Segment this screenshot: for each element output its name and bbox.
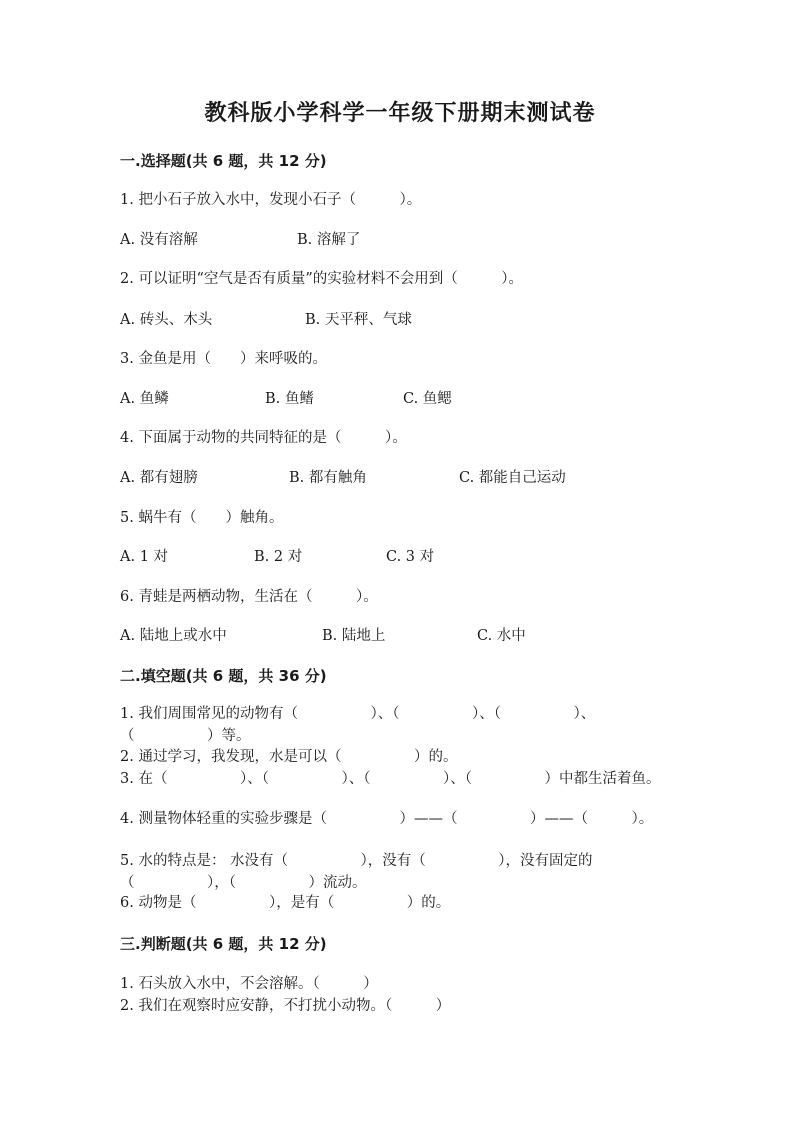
- option-a: A. 没有溶解: [120, 232, 198, 248]
- option-a: A. 鱼鳞: [120, 391, 169, 407]
- fill-item: 5. 水的特点是： 水没有（ ），没有（ ），没有固定的（ ），（ ）流动。: [120, 853, 593, 891]
- page-title: 教科版小学科学一年级下册期末测试卷: [204, 101, 596, 126]
- option-c: C. 鱼鳃: [403, 391, 452, 407]
- section-heading-choice: 一.选择题(共 6 题，共 12 分): [120, 152, 327, 170]
- question-stem: 5. 蜗牛有（ ）触角。: [120, 510, 284, 526]
- fill-item: 3. 在（ ）、（ ）、（ ）、（ ）中都生活着鱼。: [120, 771, 661, 787]
- fill-item: 1. 我们周围常见的动物有（ ）、（ ）、（ ）、（ ）等。: [120, 706, 596, 744]
- question-stem: 6. 青蛙是两栖动物，生活在（ ）。: [120, 589, 378, 605]
- fill-item: 4. 测量物体轻重的实验步骤是（ ）——（ ）——（ ）。: [120, 811, 654, 827]
- question-stem: 3. 金鱼是用（ ）来呼吸的。: [120, 351, 327, 367]
- option-a: A. 1 对: [120, 549, 169, 565]
- option-c: C. 都能自己运动: [459, 470, 566, 486]
- question-stem: 1. 把小石子放入水中，发现小石子（ ）。: [120, 192, 422, 208]
- option-b: B. 2 对: [254, 549, 303, 565]
- option-b: B. 都有触角: [289, 470, 367, 486]
- fill-item: 2. 通过学习，我发现，水是可以（ ）的。: [120, 749, 458, 765]
- option-b: B. 溶解了: [297, 232, 361, 248]
- question-stem: 2. 可以证明“空气是否有质量”的实验材料不会用到（ ）。: [120, 271, 524, 287]
- section-heading-judge: 三.判断题(共 6 题，共 12 分): [120, 935, 327, 953]
- option-a: A. 都有翅膀: [120, 470, 198, 486]
- judge-item: 1. 石头放入水中，不会溶解。（ ）: [120, 976, 378, 992]
- judge-item: 2. 我们在观察时应安静，不打扰小动物。（ ）: [120, 998, 451, 1014]
- section-heading-fill: 二.填空题(共 6 题，共 36 分): [120, 667, 327, 685]
- question-stem: 4. 下面属于动物的共同特征的是（ ）。: [120, 430, 407, 446]
- option-a: A. 砖头、木头: [120, 312, 213, 328]
- option-c: C. 3 对: [386, 549, 435, 565]
- option-b: B. 陆地上: [322, 628, 386, 644]
- option-c: C. 水中: [477, 628, 526, 644]
- option-b: B. 天平秤、气球: [305, 312, 412, 328]
- fill-item: 6. 动物是（ ），是有（ ）的。: [120, 895, 451, 911]
- option-a: A. 陆地上或水中: [120, 628, 227, 644]
- option-b: B. 鱼鳍: [265, 391, 314, 407]
